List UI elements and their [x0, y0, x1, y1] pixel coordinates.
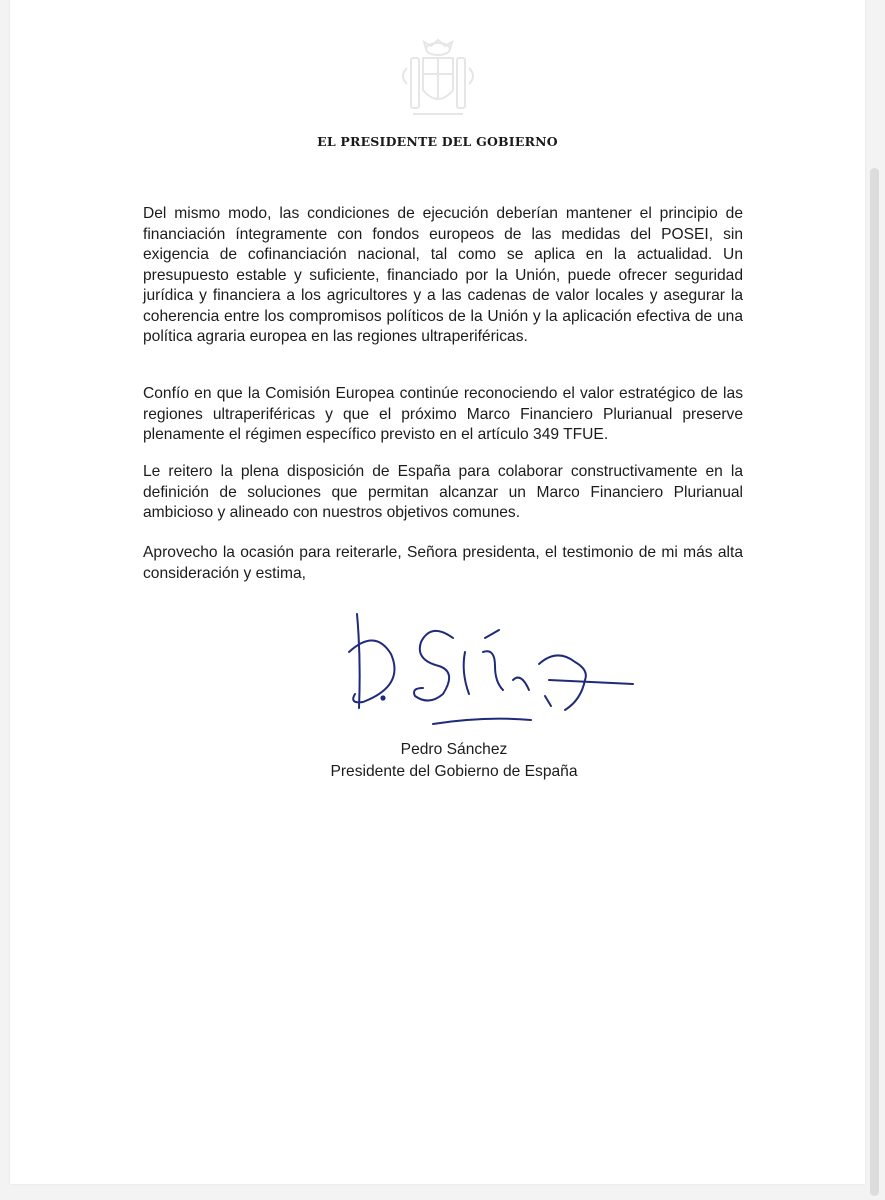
- paragraph-2: Confío en que la Comisión Europea continúe reconociendo el valor estratégico de las regiones ultraperiféricas y que el próximo Marco Financiero Plurianual preserve plenamente el régimen específico previsto en el artículo 349 TFUE.: [143, 385, 743, 443]
- signer-title: Presidente del Gobierno de España: [330, 763, 578, 780]
- coat-of-arms-seal-icon: [393, 38, 483, 120]
- vertical-scrollbar[interactable]: [870, 168, 879, 1196]
- paragraph-1: Del mismo modo, las condiciones de ejecución deberían mantener el principio de financiación íntegramente con fondos europeos de las medidas del POSEI, sin exigencia de cofinanciación nacional, tal como se aplica en la actualidad. Un presupuesto estable y suficiente, financiado por la Unión, puede ofrecer seguridad jurídica y financiera a los agricultores y a las cadenas de valor locales y asegurar la coherencia entre los compromisos políticos de la Unión y la aplicación efectiva de una política agraria europea en las regiones ultraperiféricas.: [143, 205, 743, 345]
- handwritten-signature-icon: [335, 608, 645, 728]
- letter-page: [10, 0, 865, 1184]
- signer-name: Pedro Sánchez: [400, 741, 508, 758]
- letterhead-heading: EL PRESIDENTE DEL GOBIERNO: [317, 134, 558, 149]
- paragraph-4: Aprovecho la ocasión para reiterarle, Señora presidenta, el testimonio de mi más alta consideración y estima,: [143, 544, 743, 582]
- paragraph-3: Le reitero la plena disposición de España para colaborar constructivamente en la definición de soluciones que permitan alcanzar un Marco Financiero Plurianual ambicioso y alineado con nuestros objetivos comunes.: [143, 463, 743, 521]
